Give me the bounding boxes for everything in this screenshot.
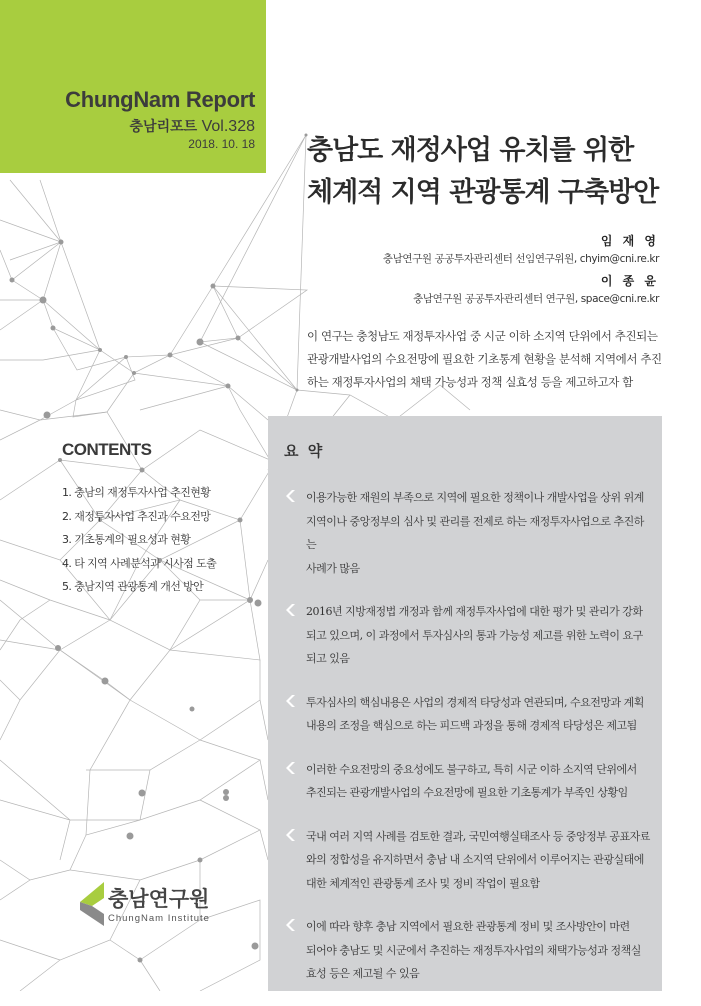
author-affiliation: 충남연구원 공공투자관리센터 선임연구위원, chyim@cni.re.kr [382, 253, 659, 265]
summary-line: 이용가능한 재원의 부족으로 지역에 필요한 정책이나 개발사업을 상위 위계 [306, 491, 644, 504]
summary-line: 이러한 수요전망의 중요성에도 불구하고, 특히 시군 이하 소지역 단위에서 [306, 762, 637, 776]
summary-line: 이에 따라 향후 충남 지역에서 필요한 관광통계 정비 및 조사방안이 마련 [306, 920, 630, 933]
publication-date: 2018. 10. 18 [188, 137, 255, 151]
report-brand-block [0, 0, 266, 173]
title-line-2: 체계적 지역 관광통계 구축방안 [307, 177, 659, 208]
summary-line: 추진되는 관광개발사업의 수요전망에 필요한 기초통계가 부족인 상황임 [306, 786, 628, 799]
author-list [383, 232, 659, 308]
title-line-1: 충남도 재정사업 유치를 위한 [307, 135, 634, 166]
summary-line: 되어야 충남도 및 시군에서 추진하는 재정투자사업의 채택가능성과 정책실 [306, 943, 641, 957]
contents-item-5[interactable]: 5. 충남지역 관광통계 개선 방안 [62, 580, 204, 593]
summary-line: 2016년 지방재정법 개정과 함께 재정투자사업에 대한 평가 및 관리가 강화 [306, 605, 643, 618]
summary-line: 내용의 조정을 핵심으로 하는 피드백 과정을 통해 경제적 타당성은 제고됨 [306, 719, 637, 732]
summary-line: 지역이나 중앙정부의 심사 및 관리를 전제로 하는 재정투자사업으로 추진하는 [306, 514, 644, 551]
table-of-contents [62, 440, 216, 602]
contents-item-3[interactable]: 3. 기초통계의 필요성과 현황 [62, 533, 191, 546]
chevron-left-icon [286, 828, 296, 842]
institute-logo [78, 880, 210, 930]
summary-panel [268, 416, 662, 991]
summary-item [286, 825, 652, 896]
contents-heading: CONTENTS [62, 440, 152, 459]
report-series-title: ChungNam Report [65, 87, 255, 112]
volume-number: Vol.328 [201, 118, 255, 135]
summary-item [286, 691, 652, 738]
chevron-left-icon [286, 918, 296, 932]
summary-line: 투자심사의 핵심내용은 사업의 경제적 타당성과 연관되며, 수요전망과 계획 [306, 695, 644, 709]
summary-item [286, 600, 652, 671]
report-series-korean: 충남리포트 [129, 119, 198, 135]
institute-name-english: ChungNam Institute [108, 913, 210, 924]
summary-heading: 요 약 [284, 442, 325, 460]
institute-logo-mark-icon [78, 880, 106, 926]
contents-item-2[interactable]: 2. 재정투자사업 추진과 수요전망 [62, 509, 211, 523]
chevron-left-icon [286, 694, 296, 708]
summary-line: 국내 여러 지역 사례를 검토한 결과, 국민여행실태조사 등 중앙정부 공표자료 [306, 829, 650, 843]
summary-item [286, 758, 652, 805]
institute-name-korean: 충남연구원 [108, 887, 210, 911]
author-name: 임 재 영 [600, 234, 659, 248]
chevron-left-icon [286, 489, 296, 503]
abstract-line: 관광개발사업의 수요전망에 필요한 기초통계 현황을 분석해 지역에서 추진 [307, 352, 662, 366]
summary-line: 사례가 많음 [306, 561, 360, 575]
contents-item-1[interactable]: 1. 충남의 재정투자사업 추진현황 [62, 486, 211, 499]
chevron-left-icon [286, 761, 296, 775]
chevron-left-icon [286, 603, 296, 617]
summary-line: 대한 체계적인 관광통계 조사 및 정비 작업이 필요함 [306, 876, 540, 890]
summary-line: 되고 있음 [306, 652, 350, 665]
contents-item-4[interactable]: 4. 타 지역 사례분석과 시사점 도출 [62, 556, 217, 570]
abstract [307, 325, 682, 394]
summary-list [286, 486, 652, 1006]
author-name: 이 종 윤 [600, 274, 659, 288]
report-volume [130, 116, 255, 136]
summary-line: 효성 등은 제고될 수 있음 [306, 967, 420, 980]
summary-item [286, 915, 652, 986]
abstract-line: 이 연구는 충청남도 재정투자사업 중 시군 이하 소지역 단위에서 추진되는 [307, 329, 658, 343]
summary-line: 와의 정합성을 유지하면서 충남 내 소지역 단위에서 이루어지는 관광실태에 [306, 853, 644, 866]
summary-line: 되고 있으며, 이 과정에서 투자심사의 통과 가능성 제고를 위한 노력이 요구 [306, 628, 643, 642]
summary-item [286, 486, 652, 580]
document-title [307, 130, 658, 214]
author-affiliation: 충남연구원 공공투자관리센터 연구원, space@cni.re.kr [413, 293, 659, 305]
abstract-line: 하는 재정투자사업의 채택 가능성과 정책 실효성 등을 제고하고자 함 [307, 375, 633, 389]
